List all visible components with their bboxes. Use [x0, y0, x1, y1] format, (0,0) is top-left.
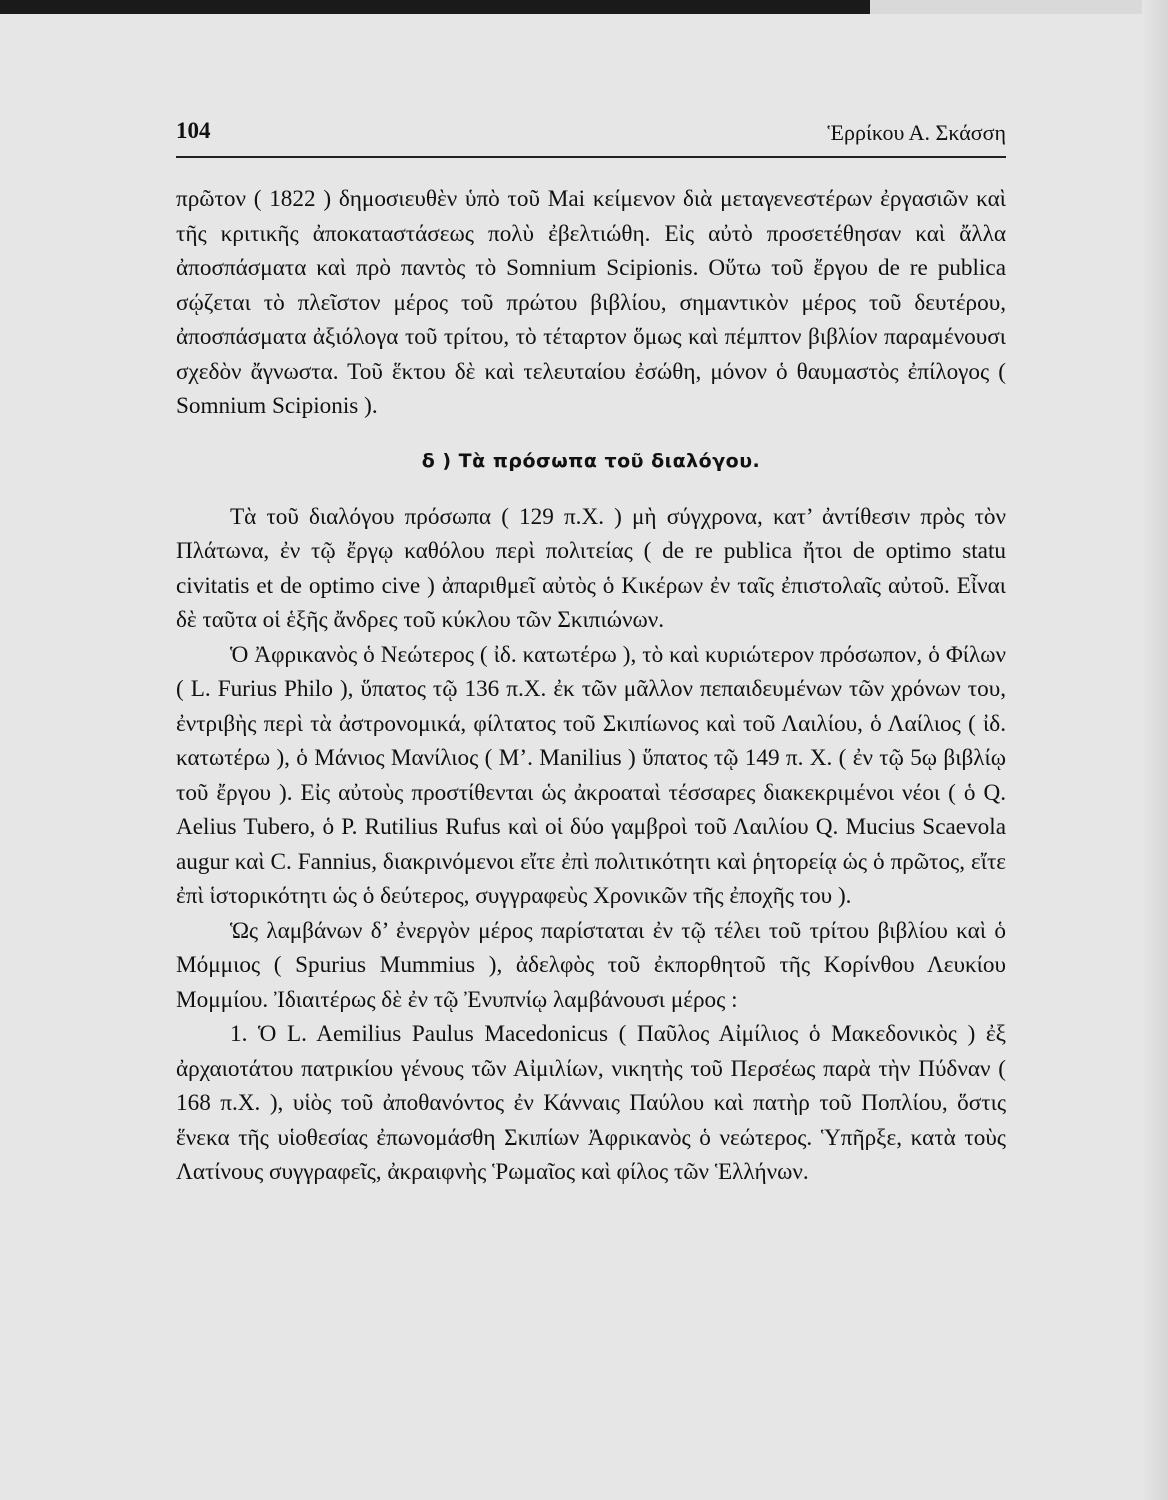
scan-top-border — [0, 0, 870, 14]
paragraph-continuation: πρῶτον ( 1822 ) δημοσιευθὲν ὑπὸ τοῦ Mai κείμενον διὰ μεταγενεστέρων ἐργασιῶν καὶ τῆς κριτικῆς ἀποκαταστάσεως πολὺ ἐβελτιώθη. Εἰς αὐτὸ προσετέθησαν καὶ ἄλλα ἀποσπάσματα καὶ πρὸ παντὸς τὸ Somnium Scipionis. Οὕτω τοῦ ἔργου de re publica σῴζεται τὸ πλεῖστον μέρος τοῦ πρώτου βιβλίου, σημαντικὸν μέρος τοῦ δευτέρου, ἀποσπάσματα ἀξιόλογα τοῦ τρίτου, τὸ τέταρτον ὅμως καὶ πέμπτον βιβλίον παραμένουσι σχεδὸν ἄγνωστα. Τοῦ ἕκτου δὲ καὶ τελευταίου ἐσώθη, μόνον ὁ θαυμαστὸς ἐπίλογος ( Somnium Scipionis ). — [176, 186, 1006, 419]
book-page — [176, 110, 1006, 1190]
scan-top-gap — [870, 0, 1168, 14]
paragraph-numbered-item: 1. Ὁ L. Aemilius Paulus Macedonicus ( Παῦλος Αἰμίλιος ὁ Μακεδονικὸς ) ἐξ ἀρχαιοτάτου πατρικίου γένους τῶν Αἰμιλίων, νικητὴς τοῦ Περσέως παρὰ τὴν Πύδναν ( 168 π.Χ. ), υἱὸς τοῦ ἀποθανόντος ἐν Κάνναις Παύλου καὶ πατὴρ τοῦ Ποπλίου, ὅστις ἕνεκα τῆς υἱοθεσίας ἐπωνομάσθη Σκιπίων Ἀφρικανὸς ὁ νεώτερος. Ὑπῆρξε, κατὰ τοὺς Λατίνους συγγραφεῖς, ἀκραιφνὴς Ῥωμαῖος καὶ φίλος τῶν Ἑλλήνων. — [176, 1021, 1006, 1185]
page-body — [176, 182, 1006, 1190]
paragraph: Ὁ Ἀφρικανὸς ὁ Νεώτερος ( ἰδ. κατωτέρω ), τὸ καὶ κυριώτερον πρόσωπον, ὁ Φίλων ( L. Furius Philo ), ὕπατος τῷ 136 π.Χ. ἐκ τῶν μᾶλλον πεπαιδευμένων τῶν χρόνων του, ἐντριβὴς περὶ τὰ ἀστρονομικά, φίλτατος τοῦ Σκιπίωνος καὶ τοῦ Λαιλίου, ὁ Λαίλιος ( ἰδ. κατωτέρω ), ὁ Μάνιος Μανίλιος ( M’. Manilius ) ὕπατος τῷ 149 π. Χ. ( ἐν τῷ 5ῳ βιβλίῳ τοῦ ἔργου ). Εἰς αὐτοὺς προστίθενται ὡς ἀκροαταὶ τέσσαρες διακεκριμένοι νέοι ( ὁ Q. Aelius Tubero, ὁ P. Rutilius Rufus καὶ οἱ δύο γαμβροὶ τοῦ Λαιλίου Q. Mucius Scaevola augur καὶ C. Fannius, διακρινόμενοι εἴτε ἐπὶ πολιτικότητι καὶ ῥητορείᾳ ὡς ὁ πρῶτος, εἴτε ἐπὶ ἱστορικότητι ὡς ὁ δεύτερος, συγγραφεὺς Χρονικῶν τῆς ἐποχῆς του ). — [176, 641, 1006, 909]
scan-right-edge — [1142, 0, 1168, 1500]
running-head: Ἑρρίκου Α. Σκάσση — [827, 120, 1006, 145]
page-number: 104 — [176, 118, 211, 143]
page-header — [176, 110, 1006, 158]
paragraph: Ὡς λαμβάνων δ’ ἐνεργὸν μέρος παρίσταται ἐν τῷ τέλει τοῦ τρίτου βιβλίου καὶ ὁ Μόμμιος ( Spurius Mummius ), ἀδελφὸς τοῦ ἐκπορθητοῦ τῆς Κορίνθου Λευκίου Μομμίου. Ἰδιαιτέρως δὲ ἐν τῷ Ἐνυπνίῳ λαμβάνουσι μέρος : — [176, 917, 1006, 1013]
section-heading: δ ) Τὰ πρόσωπα τοῦ διαλόγου. — [421, 449, 761, 472]
paragraph: Τὰ τοῦ διαλόγου πρόσωπα ( 129 π.Χ. ) μὴ σύγχρονα, κατ’ ἀντίθεσιν πρὸς τὸν Πλάτωνα, ἐν τῷ ἔργῳ καθόλου περὶ πολιτείας ( de re publica ἤτοι de optimo statu civitatis et de optimo cive ) ἀπαριθμεῖ αὐτὸς ὁ Κικέρων ἐν ταῖς ἐπιστολαῖς αὐτοῦ. Εἶναι δὲ ταῦτα οἱ ἑξῆς ἄνδρες τοῦ κύκλου τῶν Σκιπιώνων. — [176, 503, 1006, 633]
